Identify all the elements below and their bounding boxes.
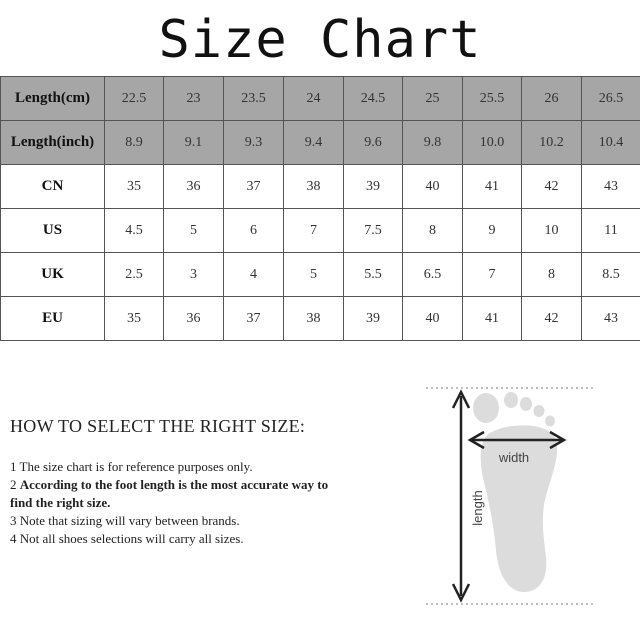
howto-heading: HOW TO SELECT THE RIGHT SIZE: [10,416,306,436]
table-cell: 9 [463,209,522,253]
row-label: US [1,209,105,253]
row-label: Length(inch) [1,121,105,165]
length-label: length [470,490,485,526]
foot-diagram-svg [420,378,600,614]
length-arrow-icon [453,392,469,600]
table-cell: 35 [105,297,164,341]
table-cell: 25.5 [463,77,522,121]
table-cell: 7 [284,209,344,253]
table-cell: 10.0 [463,121,522,165]
note-item [10,458,340,476]
note-text: Note that sizing will vary between brands. [19,513,240,528]
table-cell: 9.6 [344,121,403,165]
table-cell: 5.5 [344,253,403,297]
table-cell: 39 [344,297,403,341]
table-cell: 9.8 [403,121,463,165]
table-cell: 9.4 [284,121,344,165]
table-cell: 25 [403,77,463,121]
size-table [0,76,640,341]
footprint-icon [473,392,557,592]
table-cell: 35 [105,165,164,209]
note-item [10,512,340,530]
table-cell: 5 [284,253,344,297]
table-cell: 5 [164,209,224,253]
table-cell: 41 [463,297,522,341]
note-number: 1 [10,459,17,474]
table-cell: 10 [522,209,582,253]
table-row-eu [1,297,640,341]
table-cell: 10.4 [582,121,640,165]
table-cell: 40 [403,165,463,209]
table-cell: 42 [522,297,582,341]
table-cell: 38 [284,297,344,341]
note-text: According to the foot length is the most accurate way to find the right size. [10,477,329,510]
table-cell: 37 [224,297,284,341]
note-text: Not all shoes selections will carry all sizes. [19,531,244,546]
table-cell: 36 [164,165,224,209]
table-cell: 24.5 [344,77,403,121]
table-cell: 38 [284,165,344,209]
size-table-body [1,77,640,341]
table-cell: 9.1 [164,121,224,165]
note-number: 3 [10,513,17,528]
table-cell: 22.5 [105,77,164,121]
howto-notes [10,458,340,548]
row-label: EU [1,297,105,341]
table-cell: 7 [463,253,522,297]
row-label: CN [1,165,105,209]
table-cell: 24 [284,77,344,121]
table-cell: 43 [582,165,640,209]
table-cell: 8 [403,209,463,253]
row-label: Length(cm) [1,77,105,121]
table-row-length-cm [1,77,640,121]
note-item [10,530,340,548]
table-cell: 7.5 [344,209,403,253]
table-cell: 9.3 [224,121,284,165]
table-cell: 4.5 [105,209,164,253]
row-label: UK [1,253,105,297]
table-row-us [1,209,640,253]
table-cell: 41 [463,165,522,209]
note-number: 2 [10,477,17,492]
table-row-uk [1,253,640,297]
table-row-length-inch [1,121,640,165]
width-label: width [498,450,530,465]
table-cell: 26.5 [582,77,640,121]
table-cell: 37 [224,165,284,209]
page-title: Size Chart [158,10,482,70]
table-cell: 8.5 [582,253,640,297]
table-cell: 8 [522,253,582,297]
table-cell: 39 [344,165,403,209]
table-cell: 23.5 [224,77,284,121]
table-cell: 23 [164,77,224,121]
table-cell: 4 [224,253,284,297]
table-cell: 11 [582,209,640,253]
note-item [10,476,340,512]
note-text: The size chart is for reference purposes only. [19,459,253,474]
table-cell: 10.2 [522,121,582,165]
table-cell: 42 [522,165,582,209]
table-cell: 6.5 [403,253,463,297]
table-cell: 6 [224,209,284,253]
table-cell: 43 [582,297,640,341]
table-cell: 36 [164,297,224,341]
foot-measurement-diagram [420,378,600,614]
table-cell: 26 [522,77,582,121]
table-cell: 3 [164,253,224,297]
note-number: 4 [10,531,17,546]
table-row-cn [1,165,640,209]
table-cell: 8.9 [105,121,164,165]
table-cell: 2.5 [105,253,164,297]
table-cell: 40 [403,297,463,341]
